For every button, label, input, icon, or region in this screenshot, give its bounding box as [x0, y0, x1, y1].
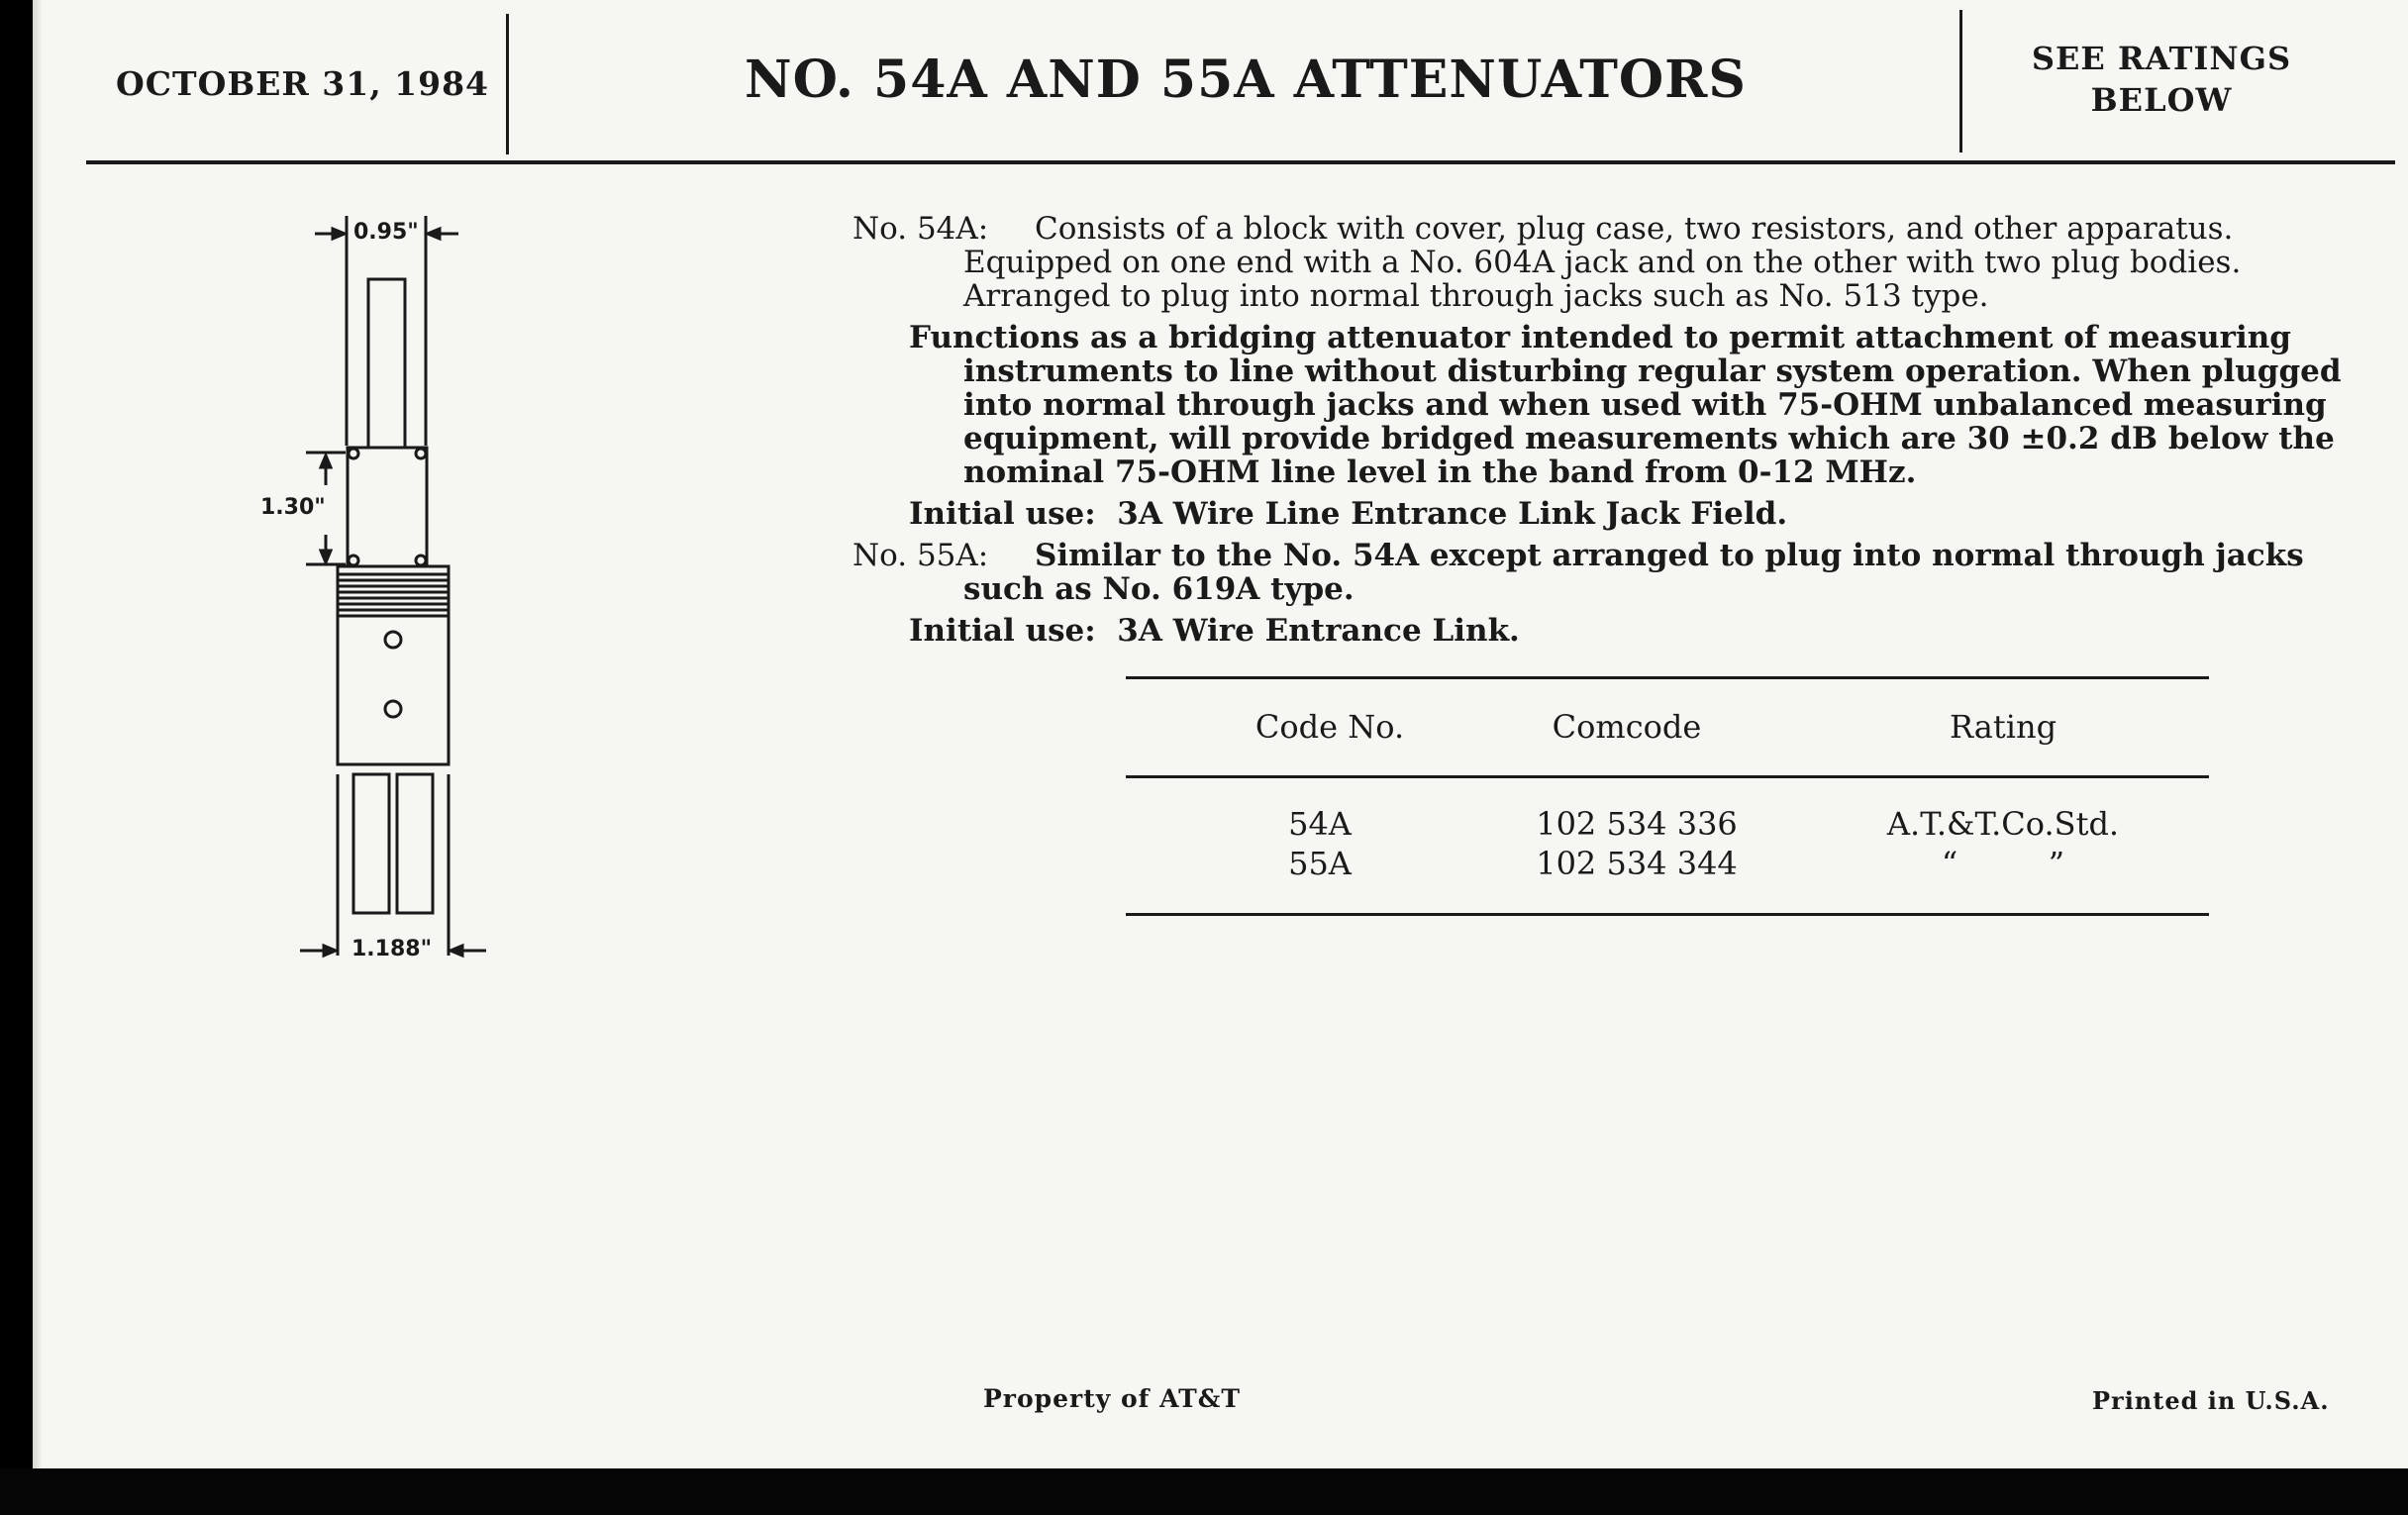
- functions-line-3: into normal through jacks and when used with 75-OHM unbalanced measuring: [963, 387, 2327, 423]
- table-top-rule: [1126, 676, 2209, 679]
- ratings-line-1: SEE RATINGS: [2031, 40, 2292, 77]
- table-header-comcode: Comcode: [1552, 708, 1702, 746]
- table-bottom-rule: [1126, 913, 2209, 916]
- p55-line-2: [963, 572, 1354, 606]
- functions-line-5: nominal 75-OHM line level in the band from 0-12 MHz.: [963, 454, 1917, 490]
- header-divider-left: [506, 14, 509, 154]
- p55-line-2-bold: No. 619A type.: [1102, 571, 1354, 607]
- p55-line-2-text: such as: [963, 571, 1103, 607]
- attenuator-drawing: [231, 198, 587, 990]
- functions-line-4: equipment, will provide bridged measurements which are 30 ±0.2 dB below the: [963, 421, 2335, 456]
- header-divider-right: [1959, 10, 1962, 152]
- p54-line-1: Consists of a block with cover, plug case, two resistors, and other apparatus.: [1035, 211, 2234, 247]
- row1-rating: A.T.&T.Co.Std.: [1886, 805, 2120, 843]
- header-ratings-note: [1993, 38, 2330, 121]
- header-date: OCTOBER 31, 1984: [116, 64, 490, 103]
- row2-code: 55A: [1288, 845, 1352, 882]
- p55-line-1: Similar to the No. 54A except arranged to plug into normal through jacks: [1035, 538, 2304, 573]
- table-header-code: Code No.: [1254, 708, 1405, 746]
- header-rule: [86, 160, 2395, 164]
- footer-printed: Printed in U.S.A.: [2092, 1386, 2330, 1415]
- row1-comcode: 102 534 336: [1536, 805, 1738, 843]
- p54-lead: No. 54A:: [853, 211, 989, 247]
- header-title: NO. 54A AND 55A ATTENUATORS: [745, 50, 1747, 110]
- p54-line-2: Equipped on one end with a No. 604A jack and on the other with two plug bodies.: [963, 245, 2242, 280]
- functions-line-1: [909, 321, 2361, 354]
- functions-text-1: Functions as a bridging attenuator intended to permit attachment of measuring: [909, 320, 2291, 355]
- table-header-rating: Rating: [1949, 708, 2057, 746]
- row1-code: 54A: [1288, 805, 1352, 843]
- attenuator-outline-svg: [231, 198, 587, 990]
- initial-use-55a: Initial use: 3A Wire Entrance Link.: [909, 613, 1520, 649]
- scan-bottom-edge: [0, 1468, 2408, 1515]
- p55-lead: No. 55A:: [853, 538, 989, 573]
- functions-line-2: instruments to line without disturbing regular system operation. When plugged: [963, 354, 2342, 389]
- scan-edge: [33, 0, 43, 1468]
- initial-use-54a: Initial use: 3A Wire Line Entrance Link Jack Field.: [909, 496, 1788, 532]
- dim-label-top: 0.95": [353, 220, 419, 245]
- row2-comcode: 102 534 344: [1536, 845, 1738, 882]
- table-header-rule: [1126, 775, 2209, 778]
- p54-line-3: Arranged to plug into normal through jacks such as No. 513 type.: [963, 278, 1989, 314]
- dim-label-bottom: 1.188": [351, 937, 433, 961]
- row2-rating: “ ”: [1941, 845, 2065, 882]
- dim-label-side: 1.30": [260, 495, 326, 520]
- spec-card: [33, 0, 2408, 1468]
- ratings-line-2: BELOW: [2090, 81, 2233, 119]
- footer-property: Property of AT&T: [983, 1384, 1241, 1413]
